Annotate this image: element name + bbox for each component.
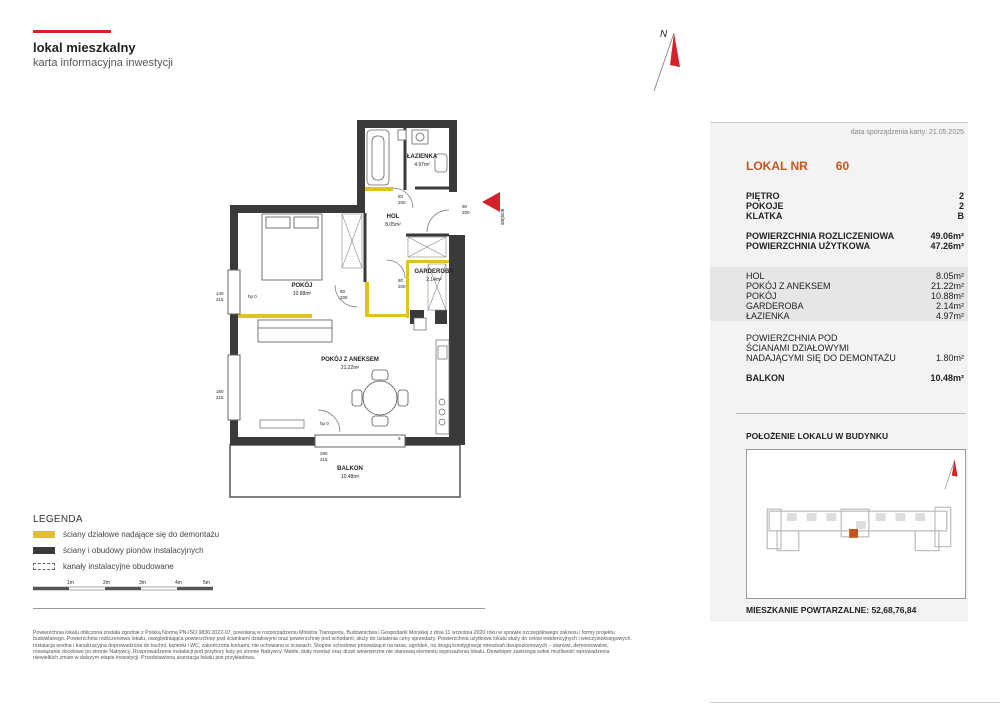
removable-area-row [746, 353, 964, 363]
legend-label: ściany i obudowy pionów instalacyjnych [63, 545, 204, 555]
tv-unit [260, 420, 304, 428]
lokal-number-row [746, 159, 877, 173]
door-label: 200 [398, 284, 406, 289]
legend-swatch-dashed [33, 563, 55, 570]
legend-item-structural-walls [33, 544, 204, 556]
door-label: 80 [340, 289, 346, 294]
scale-tick: 3m [139, 580, 146, 586]
balcony-door-label: 280 [320, 451, 328, 456]
billing-area-row [746, 231, 964, 241]
room-row [746, 311, 964, 321]
scale-tick: 4m [175, 580, 182, 586]
removable-area-line-1 [746, 333, 964, 343]
staircase-label: KLATKA [746, 211, 783, 221]
room-area-garderoba: 2.14m² [426, 277, 442, 283]
room-name-pokoj: POKÓJ [291, 283, 313, 289]
removable-area-line-2 [746, 343, 964, 353]
room-name-garderoba: GARDEROBA [414, 269, 454, 275]
room-label: POKÓJ [746, 291, 777, 301]
balcony-value: 10.48m² [930, 373, 964, 383]
footnote-text: Powierzchnia lokalu obliczona została zgodnie z Polską Normą PN-ISO 9836:2022-07, powołaną w rozporządzeniu Ministra Transportu, Budownictwa i Gospodarki Morskiej z dnia 11 września 2020 roku w sprawie szczegółowego zakresu i formy projektu budowlanego. Powierzchnia rozliczeniowa lokalu, uwzględniająca powierzchnię pod ściankami działowymi oraz powierzchnię pod schodami, służy do ustalenia ceny sprzedaży. Powierzchnia użytkowa lokalu służy do celów ewidencyjnych i wieczystoksięgowych. Instalacja wodna i kanalizacyjna doprowadzona do kuchni, łazienki i WC, zakończona korkami, nie uchowana w ścianach. Stopnie schodowe prowadzące na taras, ogródek, na drugą kondygnację mieszkań dwupoziomowych – stanowi, demontowalne, rozwiązanie docelowe po stronie Nabywcy. Rozprowadzenie instalacji pod przybory leży po stronie Nabywcy. Meble, biały montaż oraz drzwi wewnętrzne nie stanowią elementu wyposażenia lokalu. Deweloper zastrzega sobie możliwość wprowadzenia niewielkich zmian w dalszym etapie inwestycji. Przedstawiona aranżacja lokalu jest przykładowa. [33, 630, 632, 662]
hp-label: hp 0 [248, 294, 257, 299]
room-row [746, 271, 964, 281]
room-area-pokoj: 10.88m² [292, 291, 312, 297]
floor-value: 2 [958, 191, 964, 201]
door-label: 200 [398, 200, 406, 205]
room-label: GARDEROBA [746, 301, 804, 311]
room-name-hol: HOL [386, 214, 400, 220]
floor-plan [190, 110, 520, 510]
building-blocks [787, 513, 925, 529]
door-label: 80 [398, 278, 404, 283]
balcony-door-label: 215 [320, 457, 328, 462]
balcony-row [746, 373, 964, 383]
repeat-units: MIESZKANIE POWTARZALNE: 52,68,76,84 [746, 605, 917, 615]
building-location-map [746, 449, 966, 599]
door-label: 200 [340, 295, 348, 300]
room-area-aneks: 21.22m² [340, 365, 360, 371]
brand-accent-bar [33, 30, 111, 33]
panel-divider [736, 413, 966, 414]
rooms-count-row [746, 201, 964, 211]
room-value: 8.05m² [935, 271, 964, 281]
window-label: 160 [216, 389, 224, 394]
usable-area-value: 47.26m² [930, 241, 964, 251]
room-row [746, 291, 964, 301]
removable-area-label: POWIERZCHNIA POD [746, 333, 838, 343]
legend-swatch-yellow [33, 531, 55, 538]
rooms-count-value: 2 [958, 201, 964, 211]
usable-area-label: POWIERZCHNIA UŻYTKOWA [746, 241, 871, 251]
hp-label: hp 0 [320, 421, 329, 426]
legend-item-removable-walls [33, 528, 219, 540]
removable-area-label: NADAJĄCYMI SIĘ DO DEMONTAŻU [746, 353, 896, 363]
staircase-row [746, 211, 964, 221]
room-name-aneks: POKÓJ Z ANEKSEM [321, 357, 379, 363]
door-label: 200 [462, 210, 470, 215]
document-title: lokal mieszkalny [33, 40, 136, 55]
floor-row [746, 191, 964, 201]
room-value: 4.97m² [935, 311, 964, 321]
kitchen-counter [414, 318, 449, 434]
document-subtitle: karta informacyjna inwestycji [33, 57, 173, 69]
page-divider [710, 702, 1000, 703]
dining-table [352, 370, 408, 426]
staircase-value: B [957, 211, 964, 221]
billing-area-label: POWIERZCHNIA ROZLICZENIOWA [746, 231, 895, 241]
room-value: 21.22m² [930, 281, 964, 291]
north-arrow-icon [648, 25, 680, 95]
legend-divider [33, 608, 485, 609]
legend [33, 514, 493, 586]
sofa [258, 320, 332, 342]
removable-area-value: 1.80m² [935, 353, 964, 363]
door-label: 80 [398, 194, 404, 199]
legend-title: LEGENDA [33, 514, 83, 525]
room-label: ŁAZIENKA [746, 311, 790, 321]
room-row [746, 281, 964, 291]
info-panel [710, 122, 968, 622]
window-label: 140 [216, 291, 224, 296]
lokal-label: LOKAL NR [746, 159, 808, 173]
room-area-hol: 8.05m² [385, 222, 401, 228]
legend-item-installation-channels [33, 560, 174, 572]
scale-tick: 1m [67, 580, 74, 586]
location-title: POŁOŻENIE LOKALU W BUDYNKU [746, 431, 889, 441]
north-label: N [660, 29, 668, 40]
usable-area-row [746, 241, 964, 251]
highlighted-unit-marker [849, 529, 858, 538]
billing-area-value: 49.06m² [930, 231, 964, 241]
room-label: HOL [746, 271, 765, 281]
scale-bar [33, 578, 213, 594]
room-value: 10.88m² [930, 291, 964, 301]
door-label: 90 [462, 204, 468, 209]
removable-area-label: ŚCIANAMI DZIAŁOWYMI [746, 343, 850, 353]
room-row [746, 301, 964, 311]
balcony-label: BALKON [746, 373, 785, 383]
scale-tick: 2m [103, 580, 110, 586]
floor-label: PIĘTRO [746, 191, 780, 201]
entrance-label: wejście [500, 208, 506, 225]
room-name-balkon: BALKON [337, 466, 363, 472]
entrance-arrow-icon [482, 192, 500, 212]
legend-swatch-dark [33, 547, 55, 554]
room-area-lazienka: 4.97m² [414, 162, 430, 168]
lokal-number: 60 [835, 159, 850, 173]
dimension-label: 9 [398, 436, 401, 441]
room-name-lazienka: ŁAZIENKA [406, 154, 438, 160]
room-value: 2.14m² [935, 301, 964, 311]
card-date: data sporządzenia karty: 21.05.2025 [850, 129, 964, 136]
window-label: 215 [216, 395, 224, 400]
scale-tick: 5m [203, 580, 210, 586]
map-north-icon [952, 460, 958, 477]
room-label: POKÓJ Z ANEKSEM [746, 281, 831, 291]
legend-label: kanały instalacyjne obudowane [63, 561, 174, 571]
legend-label: ściany działowe nadające się do demontażu [63, 529, 220, 539]
bed [262, 214, 322, 280]
room-area-balkon: 10.48m² [340, 474, 360, 480]
window-label: 215 [216, 297, 224, 302]
rooms-count-label: POKOJE [746, 201, 784, 211]
